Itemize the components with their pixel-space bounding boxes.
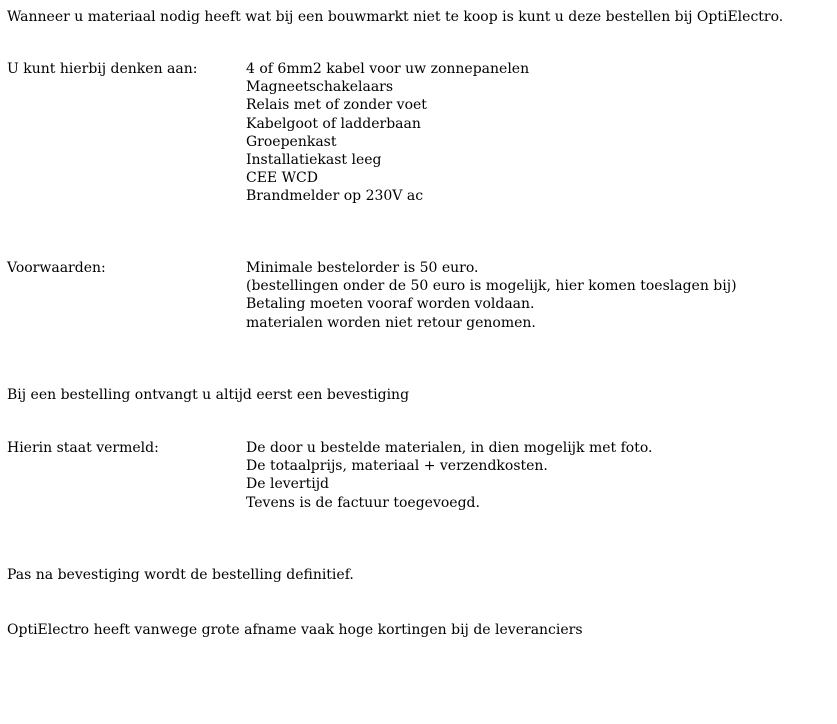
conditions-section [7, 259, 737, 332]
list-item: Minimale bestelorder is 50 euro. [246, 260, 479, 276]
list-item: Kabelgoot of ladderbaan [246, 115, 421, 132]
conditions-list [246, 259, 737, 332]
contains-section [7, 439, 652, 512]
contains-label: Hierin staat vermeld: [7, 440, 159, 456]
conditions-label: Voorwaarden: [7, 260, 106, 276]
list-item: Tevens is de factuur toegevoegd. [246, 494, 480, 511]
list-item: De door u bestelde materialen, in dien mogelijk met foto. [246, 440, 653, 456]
contains-list [246, 439, 652, 512]
list-item: Magneetschakelaars [246, 79, 394, 96]
intro-text: Wanneer u materiaal nodig heeft wat bij een bouwmarkt niet te koop is kunt u deze bestellen bij OptiElectro. [7, 9, 784, 25]
definitive-text: Pas na bevestiging wordt de bestelling definitief. [7, 567, 354, 583]
confirmation-text: Bij een bestelling ontvangt u altijd eerst een bevestiging [7, 387, 410, 403]
think-of-label: U kunt hierbij denken aan: [7, 61, 198, 77]
list-item: Installatiekast leeg [246, 152, 382, 169]
list-item: (bestellingen onder de 50 euro is mogelijk, hier komen toeslagen bij) [246, 278, 737, 295]
list-item: De totaalprijs, materiaal + verzendkosten. [246, 458, 548, 475]
list-item: Relais met of zonder voet [246, 97, 427, 114]
think-of-list [246, 60, 529, 206]
discounts-text: OptiElectro heeft vanwege grote afname vaak hoge kortingen bij de leveranciers [7, 622, 583, 638]
list-item: Brandmelder op 230V ac [246, 188, 424, 205]
list-item: CEE WCD [246, 170, 318, 187]
list-item: Betaling moeten vooraf worden voldaan. [246, 296, 535, 313]
list-item: Groepenkast [246, 133, 337, 150]
list-item: De levertijd [246, 476, 330, 493]
list-item: 4 of 6mm2 kabel voor uw zonnepanelen [246, 61, 530, 77]
think-of-section [7, 60, 529, 206]
list-item: materialen worden niet retour genomen. [246, 314, 536, 331]
